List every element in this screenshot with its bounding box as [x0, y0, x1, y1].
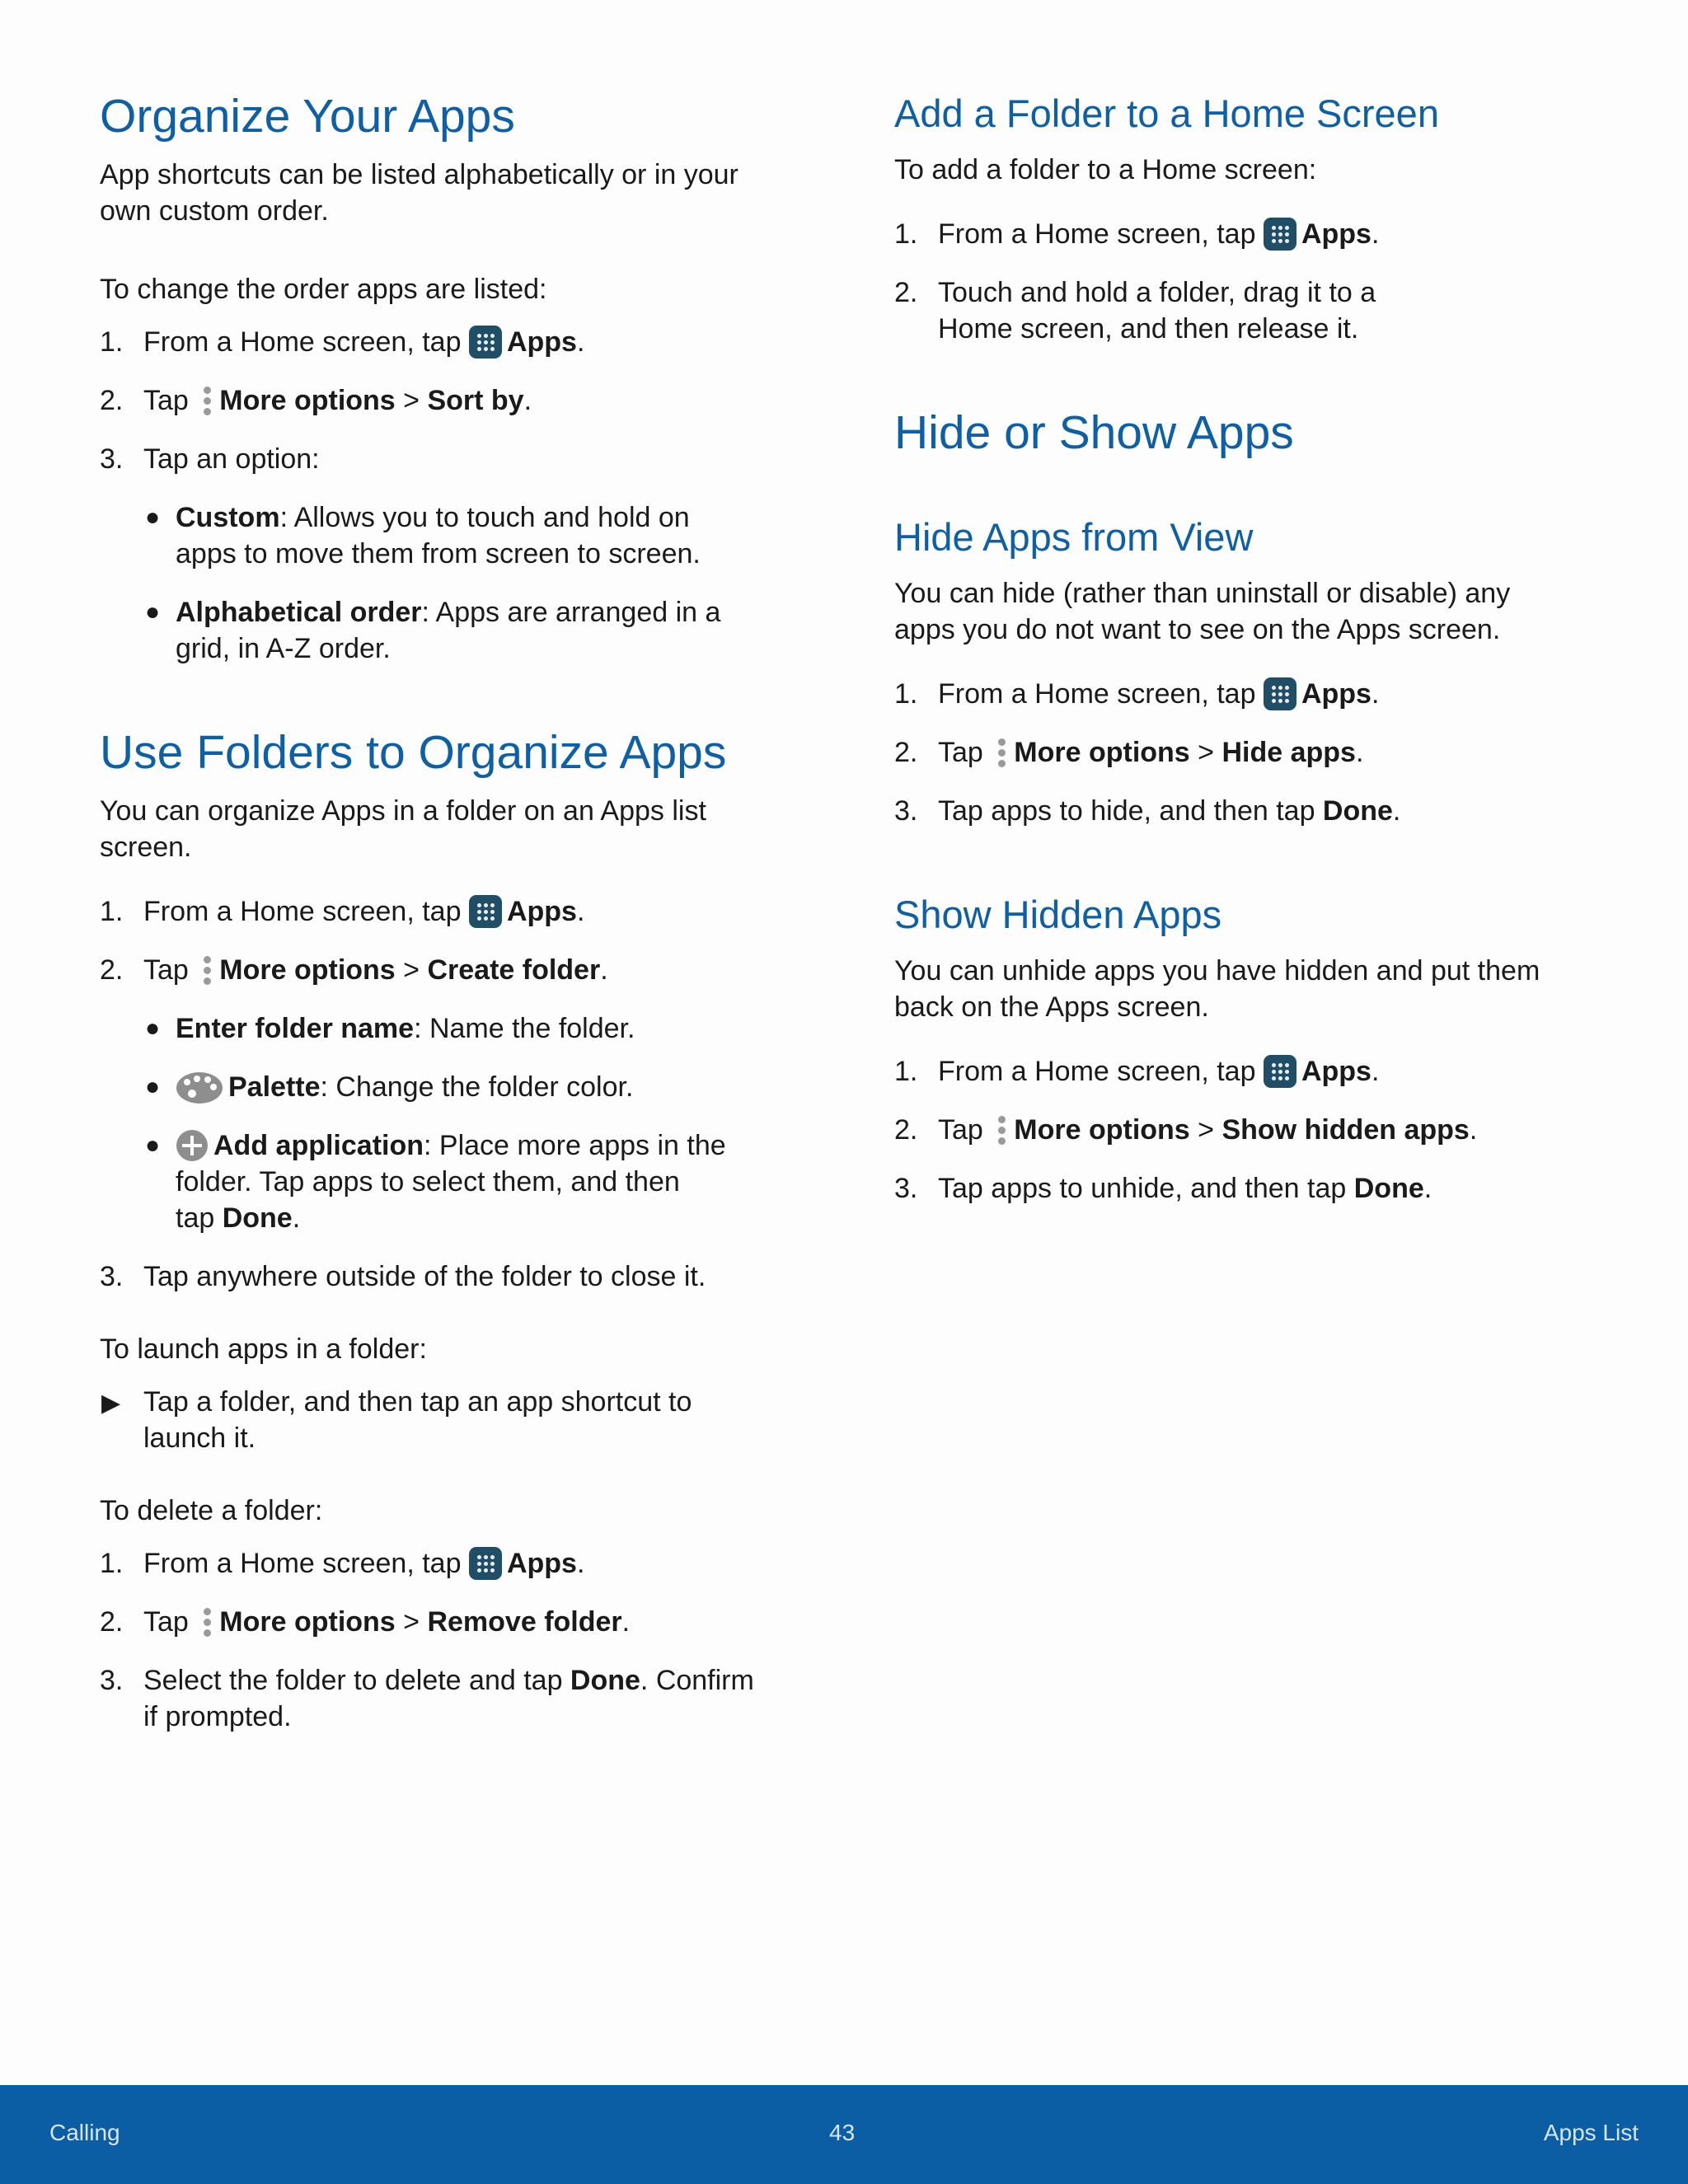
section-title-hide-show: Hide or Show Apps [894, 406, 1294, 459]
more-options-icon[interactable] [201, 385, 213, 418]
folders-intro-line-2: screen. [100, 832, 192, 863]
hide-intro-line-2: apps you do not want to see on the Apps screen. [894, 614, 1501, 645]
organize-intro-line-2: own custom order. [100, 195, 329, 227]
arrow-right-icon: ▶ [101, 1390, 121, 1417]
more-options-icon[interactable] [201, 1606, 213, 1639]
apps-icon[interactable] [469, 895, 502, 928]
show-intro-line-2: back on the Apps screen. [894, 991, 1209, 1023]
footer-page-number: 43 [829, 2120, 856, 2145]
apps-icon[interactable] [469, 1547, 502, 1580]
section-title-hide: Hide Apps from View [894, 515, 1254, 559]
apps-icon[interactable] [1264, 1055, 1296, 1088]
more-options-icon[interactable] [996, 737, 1007, 770]
page-footer [0, 2085, 1688, 2184]
launch-lead: To launch apps in a folder: [100, 1333, 427, 1365]
show-intro-line-1: You can unhide apps you have hidden and put them [894, 955, 1540, 987]
folders-intro-line-1: You can organize Apps in a folder on an Apps list [100, 795, 706, 827]
apps-icon[interactable] [469, 326, 502, 359]
section-title-add-folder: Add a Folder to a Home Screen [894, 91, 1439, 135]
more-options-icon[interactable] [201, 954, 213, 987]
footer-chapter-right: Apps List [1543, 2120, 1639, 2145]
apps-icon[interactable] [1264, 218, 1296, 251]
more-options-icon[interactable] [996, 1114, 1007, 1147]
hide-intro-line-1: You can hide (rather than uninstall or disable) any [894, 578, 1511, 609]
palette-icon[interactable] [176, 1071, 223, 1104]
add-folder-lead: To add a folder to a Home screen: [894, 154, 1317, 185]
section-title-show: Show Hidden Apps [894, 893, 1222, 936]
section-title-folders: Use Folders to Organize Apps [100, 726, 727, 779]
organize-intro-line-1: App shortcuts can be listed alphabetically or in your [100, 159, 738, 190]
section-title-organize: Organize Your Apps [100, 90, 515, 143]
apps-icon[interactable] [1264, 677, 1296, 710]
delete-lead: To delete a folder: [100, 1495, 323, 1526]
add-icon[interactable] [176, 1129, 209, 1162]
organize-lead: To change the order apps are listed: [100, 274, 547, 305]
footer-chapter-left: Calling [49, 2120, 120, 2145]
